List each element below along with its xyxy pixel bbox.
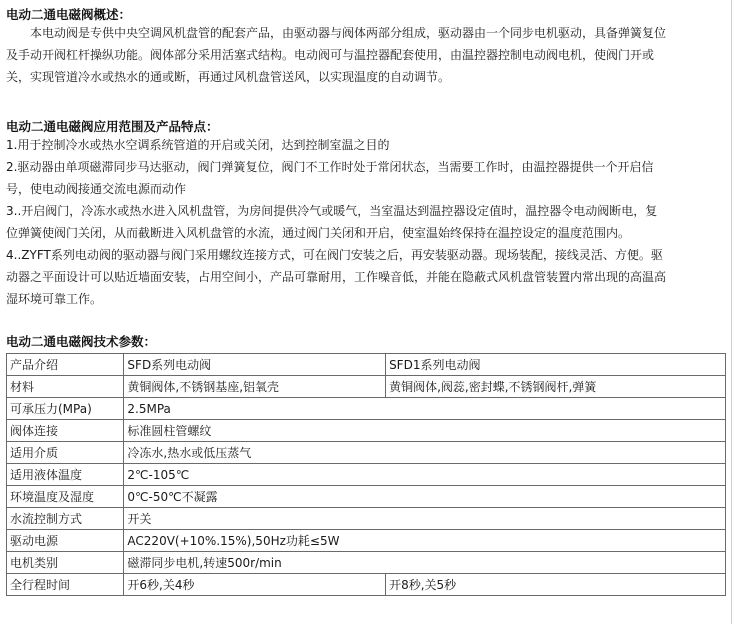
table-cell-label: 电机类别 (7, 552, 124, 574)
feature-line: 1.用于控制冷水或热水空调系统管道的开启或关闭，达到控制室温之目的 (6, 138, 390, 152)
table-header-cell: SFD1系列电动阀 (386, 354, 726, 376)
table-row (7, 530, 726, 552)
overview-heading: 电动二通电磁阀概述： (6, 7, 132, 22)
table-header-cell: 产品介绍 (7, 354, 124, 376)
overview-line: 关，实现管道冷水或热水的通或断，再通过风机盘管送风，以实现温度的自动调节。 (6, 70, 451, 84)
specs-table (6, 353, 726, 596)
table-row (7, 376, 726, 398)
table-row (7, 354, 726, 376)
table-cell: 2℃-105℃ (124, 464, 726, 486)
table-cell-label: 水流控制方式 (7, 508, 124, 530)
table-cell: 开6秒,关4秒 (124, 574, 386, 596)
table-cell: 0℃-50℃不凝露 (124, 486, 726, 508)
table-row (7, 508, 726, 530)
table-cell-label: 阀体连接 (7, 420, 124, 442)
table-row (7, 442, 726, 464)
feature-line: 4..ZYFT系列电动阀的驱动器与阀门采用螺纹连接方式，可在阀门安装之后，再安装驱动器。现场装配，接线灵活、方便。驱 (6, 248, 663, 262)
table-cell: 冷冻水,热水或低压蒸气 (124, 442, 726, 464)
table-cell-label: 适用介质 (7, 442, 124, 464)
features-paragraph (6, 134, 726, 310)
table-row (7, 574, 726, 596)
table-row (7, 486, 726, 508)
feature-line: 位弹簧使阀门关闭，从而截断进入风机盘管的水流，通过阀门关闭和开启，使室温始终保持在温控设定的温度范围内。 (6, 226, 631, 240)
table-row (7, 552, 726, 574)
table-cell: 开8秒,关5秒 (386, 574, 726, 596)
table-row (7, 464, 726, 486)
specs-heading: 电动二通电磁阀技术参数： (6, 334, 157, 349)
table-cell-label: 驱动电源 (7, 530, 124, 552)
feature-line: 动器之平面设计可以贴近墙面安装，占用空间小，产品可靠耐用，工作噪音低，并能在隐蔽式风机盘管装置内常出现的高温高 (6, 270, 667, 284)
page-edge-divider (731, 0, 732, 624)
table-cell: AC220V(+10%.15%),50Hz功耗≤5W (124, 530, 726, 552)
table-cell: 标准圆柱管螺纹 (124, 420, 726, 442)
table-cell: 2.5MPa (124, 398, 726, 420)
features-heading: 电动二通电磁阀应用范围及产品特点： (6, 119, 219, 134)
table-cell: 黄铜阀体,不锈钢基座,铝氧壳 (124, 376, 386, 398)
feature-line: 3..开启阀门，冷冻水或热水进入风机盘管，为房间提供冷气或暖气，当室温达到温控器设定值时，温控器令电动阀断电，复 (6, 204, 658, 218)
overview-line: 及手动开阀杠杆操纵功能。阀体部分采用活塞式结构。电动阀可与温控器配套使用，由温控器控制电动阀电机，使阀门开或 (6, 48, 655, 62)
feature-line: 号，使电动阀接通交流电源而动作 (6, 182, 187, 196)
feature-line: 湿环境可靠工作。 (6, 292, 103, 306)
feature-line: 2.驱动器由单项磁滞同步马达驱动，阀门弹簧复位，阀门不工作时处于常闭状态，当需要工作时，由温控器提供一个开启信 (6, 160, 654, 174)
table-cell-label: 材料 (7, 376, 124, 398)
table-cell-label: 适用液体温度 (7, 464, 124, 486)
overview-paragraph (6, 22, 726, 88)
table-cell-label: 环境温度及湿度 (7, 486, 124, 508)
overview-line: 本电动阀是专供中央空调风机盘管的配套产品，由驱动器与阀体两部分组成，驱动器由一个同步电机驱动，具备弹簧复位 (30, 26, 667, 40)
table-cell-label: 可承压力(MPa) (7, 398, 124, 420)
table-cell: 黄铜阀体,阀蕊,密封蝶,不锈钢阀杆,弹簧 (386, 376, 726, 398)
table-cell-label: 全行程时间 (7, 574, 124, 596)
table-cell: 开关 (124, 508, 726, 530)
table-row (7, 398, 726, 420)
table-header-cell: SFD系列电动阀 (124, 354, 386, 376)
table-cell: 磁滞同步电机,转速500r/min (124, 552, 726, 574)
table-row (7, 420, 726, 442)
